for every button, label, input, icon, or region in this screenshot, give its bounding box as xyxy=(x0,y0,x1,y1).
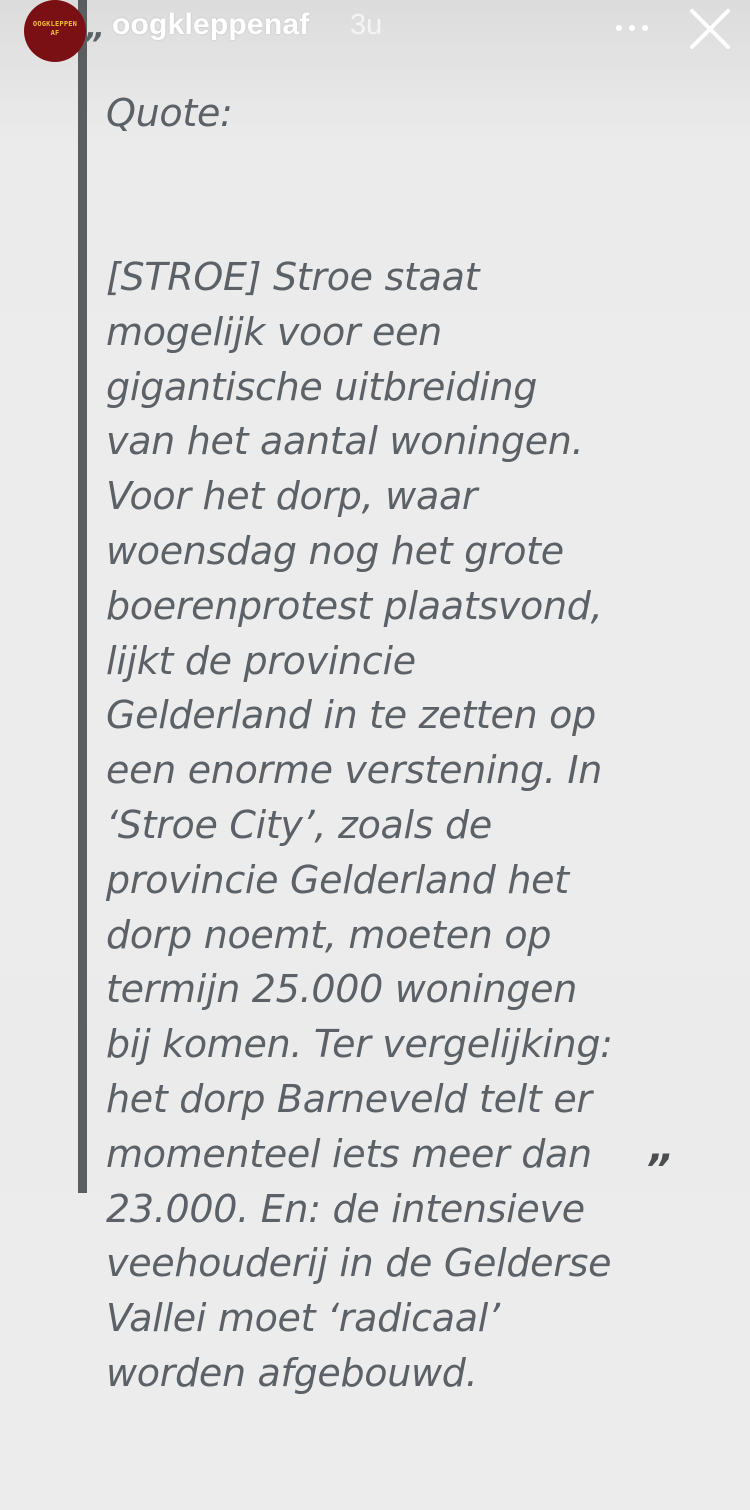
username[interactable]: oogkleppenaf xyxy=(112,8,310,41)
quote-line: [STROE] Stroe staat xyxy=(106,254,480,299)
quote-line: Vallei moet ‘radicaal’ xyxy=(106,1296,500,1341)
quote-line: een enorme verstening. In xyxy=(106,748,603,793)
quote-label: Quote: xyxy=(106,90,233,135)
close-icon xyxy=(686,5,734,53)
close-button[interactable] xyxy=(686,5,734,53)
quote-line: ‘Stroe City’, zoals de xyxy=(106,802,492,847)
more-horizontal-icon-dot xyxy=(642,25,648,31)
quote-line: momenteel iets meer dan xyxy=(106,1131,592,1176)
quote-line: gigantische uitbreiding xyxy=(106,364,538,409)
more-options-button[interactable] xyxy=(612,14,652,42)
more-horizontal-icon xyxy=(616,25,622,31)
quote-line: worden afgebouwd. xyxy=(106,1350,478,1395)
close-quote-mark: ” xyxy=(645,1147,671,1193)
quote-bar xyxy=(78,0,87,1193)
quote-line: provincie Gelderland het xyxy=(106,857,569,902)
quote-text xyxy=(106,0,746,1510)
avatar-logo-line2: AF xyxy=(50,29,60,37)
quote-line: bij komen. Ter vergelijking: xyxy=(106,1022,613,1067)
open-quote-mark: „ xyxy=(86,11,106,46)
quote-line: lijkt de provincie xyxy=(106,638,416,683)
quote-line: boerenprotest plaatsvond, xyxy=(106,583,603,628)
quote-line: Gelderland in te zetten op xyxy=(106,693,596,738)
time-ago: 3u xyxy=(350,9,383,41)
quote-line: 23.000. En: de intensieve xyxy=(106,1186,585,1231)
avatar[interactable] xyxy=(24,0,86,62)
avatar-logo-line1: OOGKLEPPEN xyxy=(32,20,78,28)
quote-line: dorp noemt, moeten op xyxy=(106,912,552,957)
avatar-logo-text xyxy=(24,20,86,38)
quote-line: Voor het dorp, waar xyxy=(106,474,478,519)
quote-line: het dorp Barneveld telt er xyxy=(106,1076,592,1121)
quote-line: mogelijk voor een xyxy=(106,309,442,354)
quote-line: woensdag nog het grote xyxy=(106,528,564,573)
quote-line: termijn 25.000 woningen xyxy=(106,967,577,1012)
story-header xyxy=(0,0,750,60)
more-horizontal-icon-dot xyxy=(629,25,635,31)
quote-line: veehouderij in de Gelderse xyxy=(106,1241,612,1286)
quote-lines xyxy=(106,250,746,1401)
quote-line: van het aantal woningen. xyxy=(106,419,584,464)
